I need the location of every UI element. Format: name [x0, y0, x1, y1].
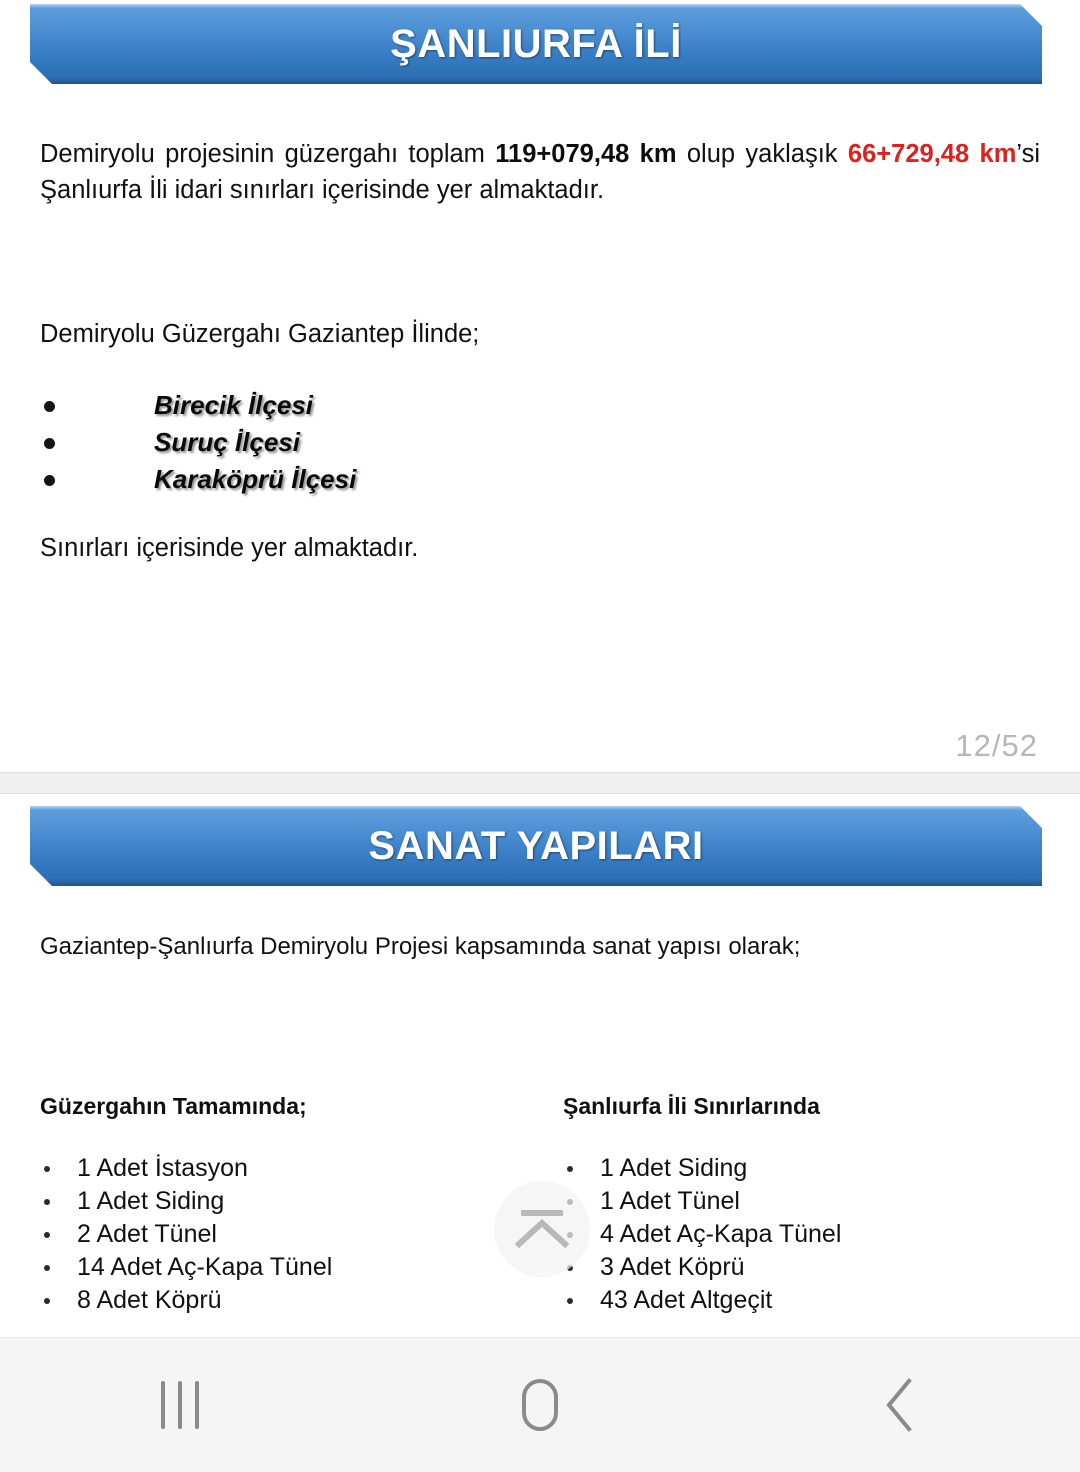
- paragraph-part-1: Demiryolu projesinin güzergahı toplam: [40, 140, 496, 168]
- list-item: [44, 1284, 524, 1317]
- list-item: [567, 1251, 1047, 1284]
- list-item-label: 1 Adet İstasyon: [77, 1154, 248, 1182]
- list-item-label: 2 Adet Tünel: [77, 1220, 217, 1248]
- list-item: [44, 1185, 524, 1218]
- list-item: [44, 387, 644, 424]
- list-item: [44, 461, 644, 498]
- scroll-to-top-icon: [513, 1204, 571, 1254]
- list-item-label: 8 Adet Köprü: [77, 1286, 222, 1314]
- bullet-icon: [44, 1166, 50, 1172]
- scroll-to-top-button[interactable]: [494, 1181, 590, 1277]
- slide-2-title: SANAT YAPILARI: [368, 823, 704, 868]
- bullet-icon: [567, 1166, 573, 1172]
- slide-2-intro: Gaziantep-Şanlıurfa Demiryolu Projesi kapsamında sanat yapısı olarak;: [40, 933, 801, 960]
- bullet-icon: [44, 1298, 50, 1304]
- list-item: [567, 1152, 1047, 1185]
- list-item: [44, 1152, 524, 1185]
- list-item-label: 4 Adet Aç-Kapa Tünel: [600, 1220, 842, 1248]
- back-button[interactable]: [720, 1338, 1080, 1472]
- district-list: [44, 387, 644, 498]
- district-label: Karaköprü İlçesi: [154, 464, 357, 494]
- district-label: Suruç İlçesi: [154, 427, 300, 457]
- slide-1-intro: Demiryolu Güzergahı Gaziantep İlinde;: [40, 320, 480, 348]
- list-item: [44, 1251, 524, 1284]
- bullet-icon: [44, 1199, 50, 1205]
- page-indicator: 12/52: [955, 728, 1038, 763]
- recents-button[interactable]: [0, 1338, 360, 1472]
- list-item-label: 1 Adet Siding: [600, 1154, 748, 1182]
- paragraph-part-2: olup yaklaşık: [676, 140, 848, 168]
- slide-1-paragraph: [40, 136, 1040, 208]
- bullet-icon: [44, 475, 55, 486]
- back-icon: [877, 1377, 923, 1433]
- list-item-label: 3 Adet Köprü: [600, 1253, 745, 1281]
- paragraph-bold-distance: 119+079,48 km: [495, 140, 677, 168]
- list-item-label: 1 Adet Tünel: [600, 1187, 740, 1215]
- slide-1-closing: Sınırları içerisinde yer almaktadır.: [40, 534, 419, 562]
- list-item-label: 43 Adet Altgeçit: [600, 1286, 773, 1314]
- android-navigation-bar: [0, 1337, 1080, 1472]
- slide-separator: [0, 772, 1080, 794]
- recent-apps-icon: [151, 1377, 209, 1433]
- bullet-icon: [567, 1298, 573, 1304]
- list-sanliurfa: [567, 1152, 1047, 1317]
- district-label: Birecik İlçesi: [154, 390, 313, 420]
- bullet-icon: [44, 1232, 50, 1238]
- list-item: [567, 1284, 1047, 1317]
- slide-2-banner: [30, 806, 1042, 886]
- list-item: [567, 1218, 1047, 1251]
- column-heading-all-route: Güzergahın Tamamında;: [40, 1093, 307, 1119]
- list-item: [44, 1218, 524, 1251]
- list-item: [44, 424, 644, 461]
- list-item-label: 1 Adet Siding: [77, 1187, 225, 1215]
- paragraph-part-3: ’si Şanlıurfa İli idari sınırları içerisinde yer almaktadır.: [40, 140, 1040, 204]
- home-button[interactable]: [360, 1338, 720, 1472]
- list-item-label: 14 Adet Aç-Kapa Tünel: [77, 1253, 333, 1281]
- bullet-icon: [44, 401, 55, 412]
- slide-1-title: ŞANLIURFA İLİ: [390, 21, 682, 66]
- slide-1-banner: [30, 4, 1042, 84]
- list-all-route: [44, 1152, 524, 1317]
- home-icon: [512, 1377, 568, 1433]
- bullet-icon: [44, 438, 55, 449]
- paragraph-red-distance: 66+729,48 km: [847, 140, 1017, 168]
- bullet-icon: [44, 1265, 50, 1271]
- column-heading-sanliurfa: Şanlıurfa İli Sınırlarında: [563, 1093, 820, 1119]
- list-item: [567, 1185, 1047, 1218]
